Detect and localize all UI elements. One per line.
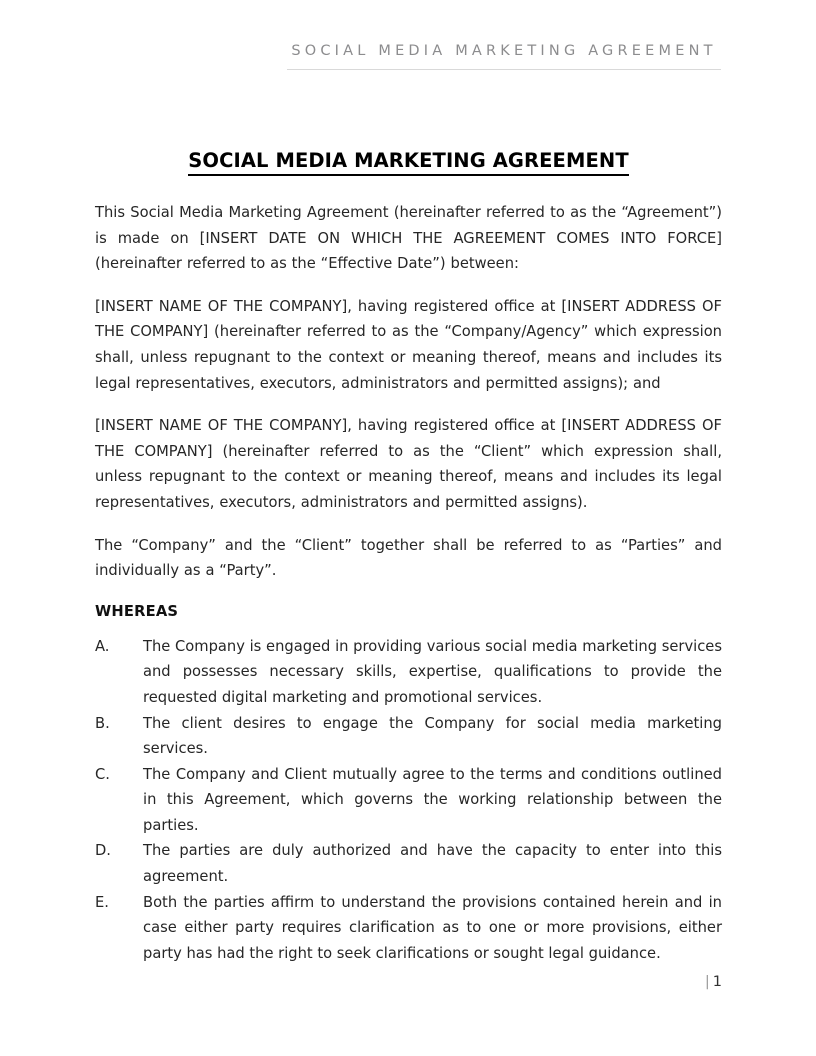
running-header [287, 40, 721, 78]
footer-separator: | [704, 974, 710, 990]
list-item [95, 890, 722, 967]
list-item-text: Both the parties affirm to understand the provisions contained herein and in case either party requires clarification as to one or more provisions, either party has had the right to seek clarifications or sought legal guidance. [143, 893, 722, 962]
list-item [95, 634, 722, 711]
list-item-text: The client desires to engage the Company for social media marketing services. [143, 714, 722, 758]
list-item-marker: C. [95, 765, 110, 783]
list-item-text: The Company is engaged in providing various social media marketing services and possesses necessary skills, expertise, qualifications to provide the requested digital marketing and promotional services. [143, 637, 722, 706]
page-title-text: SOCIAL MEDIA MARKETING AGREEMENT [188, 149, 628, 176]
list-item-marker: E. [95, 893, 109, 911]
whereas-heading: WHEREAS [95, 602, 179, 620]
header-divider [287, 69, 721, 70]
list-item-marker: D. [95, 842, 111, 860]
list-item [95, 711, 722, 762]
running-header-title: SOCIAL MEDIA MARKETING AGREEMENT [291, 43, 717, 59]
list-item-text: The parties are duly authorized and have the capacity to enter into this agreement. [143, 842, 722, 886]
paragraph-parties-definition: The “Company” and the “Client” together shall be referred to as “Parties” and individually as a “Party”. [95, 536, 722, 580]
paragraph-intro: This Social Media Marketing Agreement (hereinafter referred to as the “Agreement”) is made on [INSERT DATE ON WHICH THE AGREEMENT COMES INTO FORCE] (hereinafter referred to as the “Effective Date”) between: [95, 204, 722, 273]
list-item-marker: A. [95, 637, 110, 655]
list-item-marker: B. [95, 714, 110, 732]
paragraph-client-party: [INSERT NAME OF THE COMPANY], having registered office at [INSERT ADDRESS OF THE COMPANY] (hereinafter referred to as the “Client” which expression shall, unless repugnant to the context or meaning thereof, means and includes its legal representatives, executors, administrators and permitted assigns). [95, 417, 722, 511]
list-item [95, 762, 722, 839]
page-footer [95, 972, 722, 992]
page-title [95, 148, 722, 174]
footer-page-number: 1 [712, 974, 722, 990]
paragraph-company-party: [INSERT NAME OF THE COMPANY], having registered office at [INSERT ADDRESS OF THE COMPANY] (hereinafter referred to as the “Company/Agency” which expression shall, unless repugnant to the context or meaning thereof, means and includes its legal representatives, executors, administrators and permitted assigns); and [95, 297, 722, 392]
recitals-list [95, 634, 722, 967]
list-item [95, 838, 722, 889]
list-item-text: The Company and Client mutually agree to the terms and conditions outlined in this Agreement, which governs the working relationship between the parties. [143, 765, 722, 834]
document-body [95, 148, 722, 966]
